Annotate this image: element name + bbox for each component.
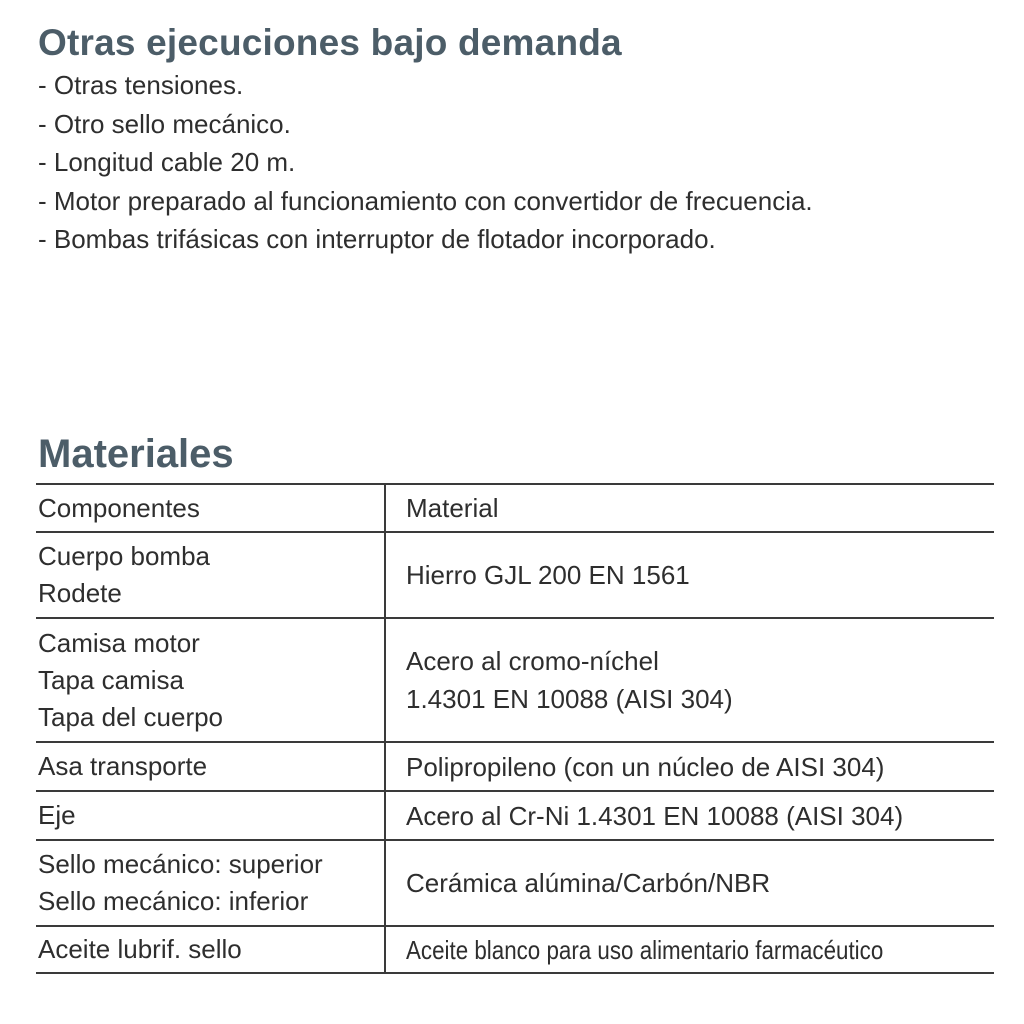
- section-title-other-executions: Otras ejecuciones bajo demanda: [38, 22, 622, 63]
- table-header-row: [36, 484, 994, 532]
- other-executions-list: [38, 66, 813, 259]
- header-material: Material: [385, 484, 994, 532]
- list-item: - Longitud cable 20 m.: [38, 147, 296, 177]
- components-cell: Aceite lubrif. sello: [36, 926, 385, 973]
- section-title-materials: Materiales: [38, 432, 234, 476]
- table-row: [36, 618, 994, 742]
- materials-table: [36, 483, 994, 974]
- components-cell: Sello mecánico: superior Sello mecánico: inferior: [36, 840, 385, 926]
- components-cell: Eje: [36, 791, 385, 840]
- table-row: [36, 742, 994, 791]
- material-cell: Hierro GJL 200 EN 1561: [385, 532, 994, 618]
- list-item: - Motor preparado al funcionamiento con convertidor de frecuencia.: [38, 185, 813, 216]
- list-item: - Otras tensiones.: [38, 70, 244, 100]
- material-cell: Acero al cromo-níchel 1.4301 EN 10088 (AISI 304): [385, 618, 994, 742]
- header-components: Componentes: [36, 484, 385, 532]
- material-cell: Acero al Cr-Ni 1.4301 EN 10088 (AISI 304): [385, 791, 994, 840]
- components-cell: Camisa motor Tapa camisa Tapa del cuerpo: [36, 618, 385, 742]
- table-row: [36, 840, 994, 926]
- material-text: Aceite blanco para uso alimentario farmacéutico: [406, 934, 884, 965]
- components-cell: Asa transporte: [36, 742, 385, 791]
- material-cell: Cerámica alúmina/Carbón/NBR: [385, 840, 994, 926]
- table-row: [36, 791, 994, 840]
- material-cell: Polipropileno (con un núcleo de AISI 304): [385, 742, 994, 791]
- table-row: [36, 926, 994, 973]
- components-cell: Cuerpo bomba Rodete: [36, 532, 385, 618]
- list-item: - Bombas trifásicas con interruptor de flotador incorporado.: [38, 224, 716, 254]
- list-item: - Otro sello mecánico.: [38, 108, 291, 139]
- material-cell: [385, 926, 994, 973]
- table-row: [36, 532, 994, 618]
